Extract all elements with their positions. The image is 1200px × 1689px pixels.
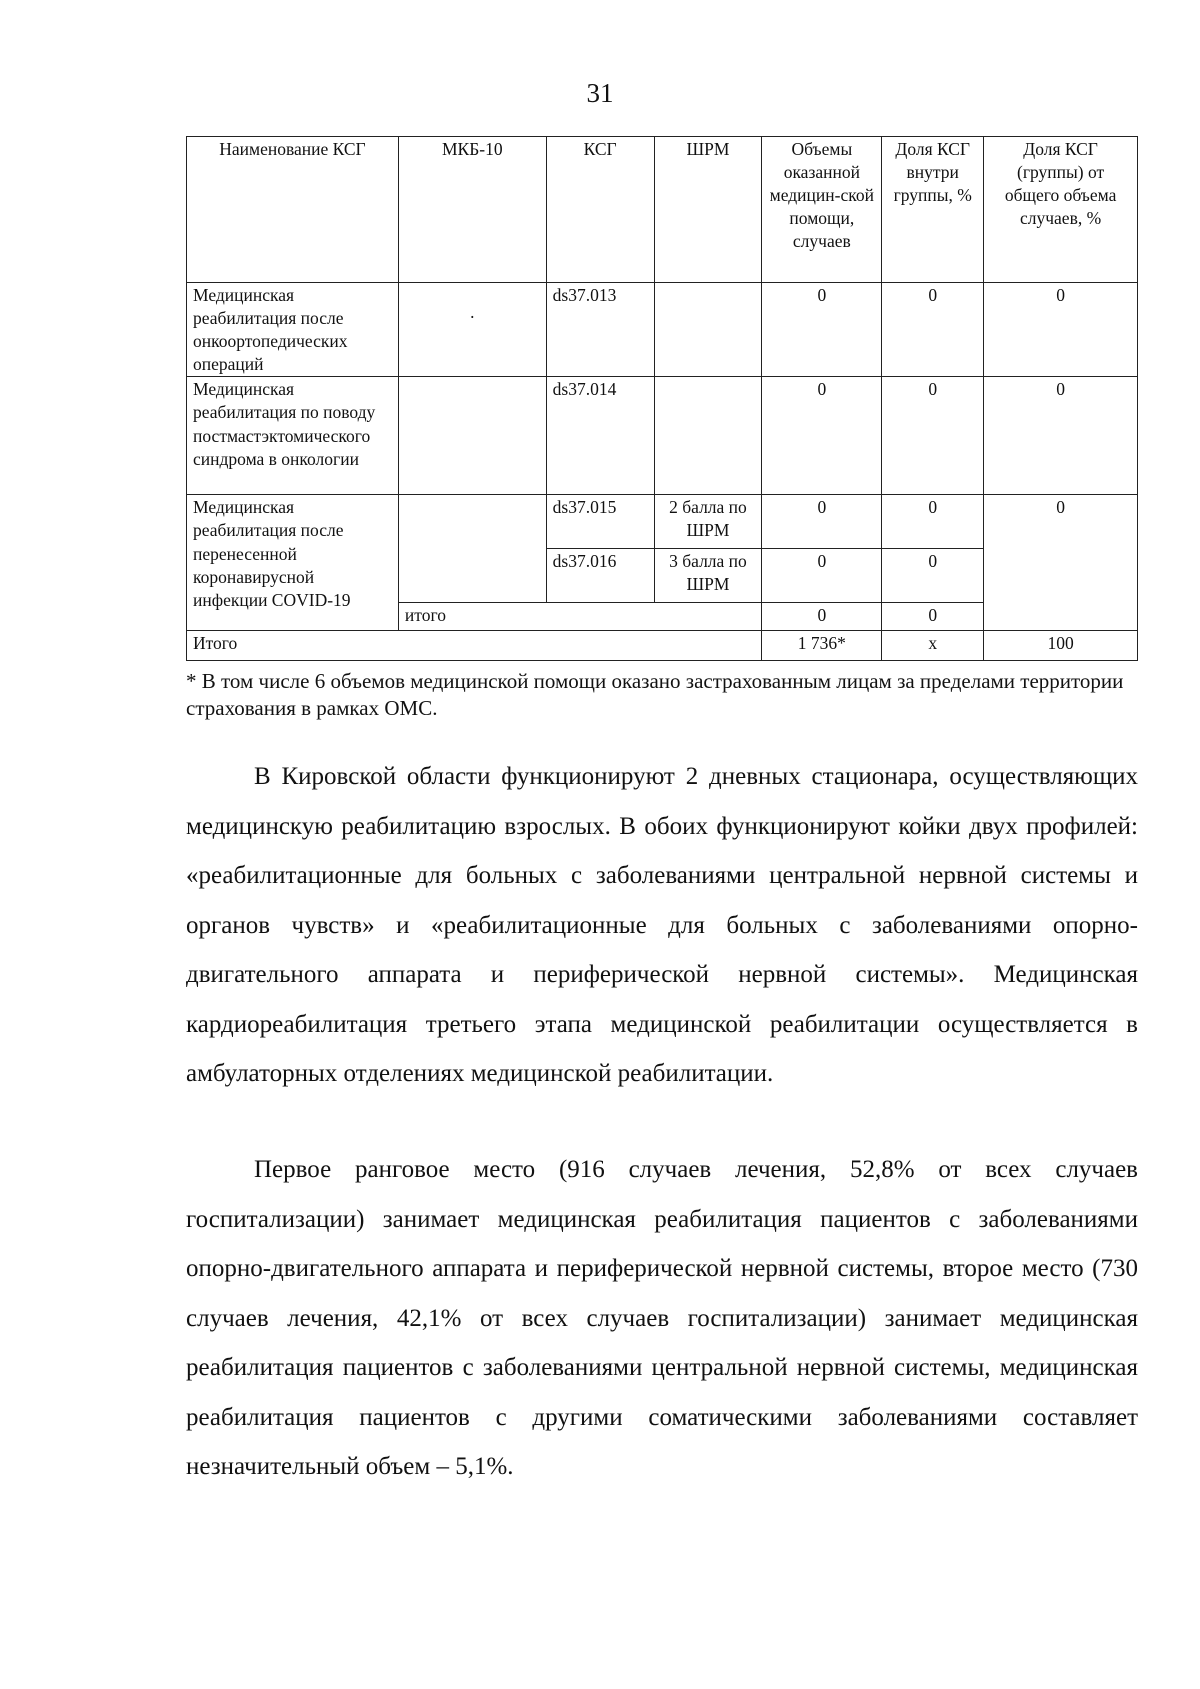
ksg-name-cell: Медицинская реабилитация после перенесенной коронавирусной инфекции COVID-19 [187, 495, 399, 631]
table-header-row [187, 137, 1138, 283]
subtotal-label: итого [398, 603, 761, 631]
shrm-cell: 2 балла по ШРМ [654, 495, 762, 549]
header-cell: МКБ-10 [398, 137, 546, 283]
volume-cell: 0 [762, 377, 882, 495]
header-cell: Наименование КСГ [187, 137, 399, 283]
ksg-code-cell: ds37.015 [546, 495, 654, 549]
ksg-code-cell: ds37.014 [546, 377, 654, 495]
table-row [187, 495, 1138, 549]
ksg-name-cell: Медицинская реабилитация по поводу постмастэктомического синдрома в онкологии [187, 377, 399, 495]
header-cell: ШРМ [654, 137, 762, 283]
header-cell: Доля КСГ внутри группы, % [882, 137, 984, 283]
ksg-code-cell: ds37.013 [546, 283, 654, 377]
ksg-code-cell: ds37.016 [546, 549, 654, 603]
ksg-table [186, 136, 1138, 661]
mkb-cell: · [398, 283, 546, 377]
shrm-cell: 3 балла по ШРМ [654, 549, 762, 603]
share-in-group-cell: 0 [882, 495, 984, 549]
volume-cell: 0 [762, 495, 882, 549]
share-total-cell: 0 [984, 283, 1138, 377]
shrm-cell [654, 377, 762, 495]
paragraph: Первое ранговое место (916 случаев лечения, 52,8% от всех случаев госпитализации) занимает медицинская реабилитация пациентов с заболеваниями опорно-двигательного аппарата и периферической нервной системы, второе место (730 случаев лечения, 42,1% от всех случаев госпитализации) занимает медицинская реабилитация пациентов с заболеваниями центральной нервной системы, медицинская реабилитация пациентов с другими соматическими заболеваниями составляет незначительный объем – 5,1%. [186, 1156, 1138, 1480]
shrm-cell [654, 283, 762, 377]
header-cell: Объемы оказанной медицин-ской помощи, случаев [762, 137, 882, 283]
total-share-total: 100 [984, 631, 1138, 661]
header-cell: КСГ [546, 137, 654, 283]
page-number: 31 [586, 78, 614, 108]
share-total-cell: 0 [984, 377, 1138, 495]
share-in-group-cell: 0 [882, 377, 984, 495]
share-total-cell: 0 [984, 495, 1138, 631]
total-volume: 1 736* [762, 631, 882, 661]
volume-cell: 0 [762, 549, 882, 603]
total-label: Итого [187, 631, 762, 661]
subtotal-share-in-group: 0 [882, 603, 984, 631]
table-row [187, 377, 1138, 495]
subtotal-volume: 0 [762, 603, 882, 631]
mkb-cell [398, 495, 546, 603]
mkb-cell [398, 377, 546, 495]
volume-cell: 0 [762, 283, 882, 377]
table-row [187, 283, 1138, 377]
total-row [187, 631, 1138, 661]
total-share-in-group: х [882, 631, 984, 661]
share-in-group-cell: 0 [882, 549, 984, 603]
share-in-group-cell: 0 [882, 283, 984, 377]
paragraph: В Кировской области функционируют 2 дневных стационара, осуществляющих медицинскую реабилитацию взрослых. В обоих функционируют койки двух профилей: «реабилитационные для больных с заболеваниями центральной нервной системы и органов чувств» и «реабилитационные для больных с заболеваниями опорно-двигательного аппарата и периферической нервной системы». Медицинская кардиореабилитация третьего этапа медицинской реабилитации осуществляется в амбулаторных отделениях медицинской реабилитации. [186, 763, 1138, 1087]
table-footnote: * В том числе 6 объемов медицинской помощи оказано застрахованным лицам за пределами территории страхования в рамках ОМС. [186, 669, 1124, 721]
ksg-name-cell: Медицинская реабилитация после онкоортопедических операций [187, 283, 399, 377]
header-cell: Доля КСГ (группы) от общего объема случаев, % [984, 137, 1138, 283]
